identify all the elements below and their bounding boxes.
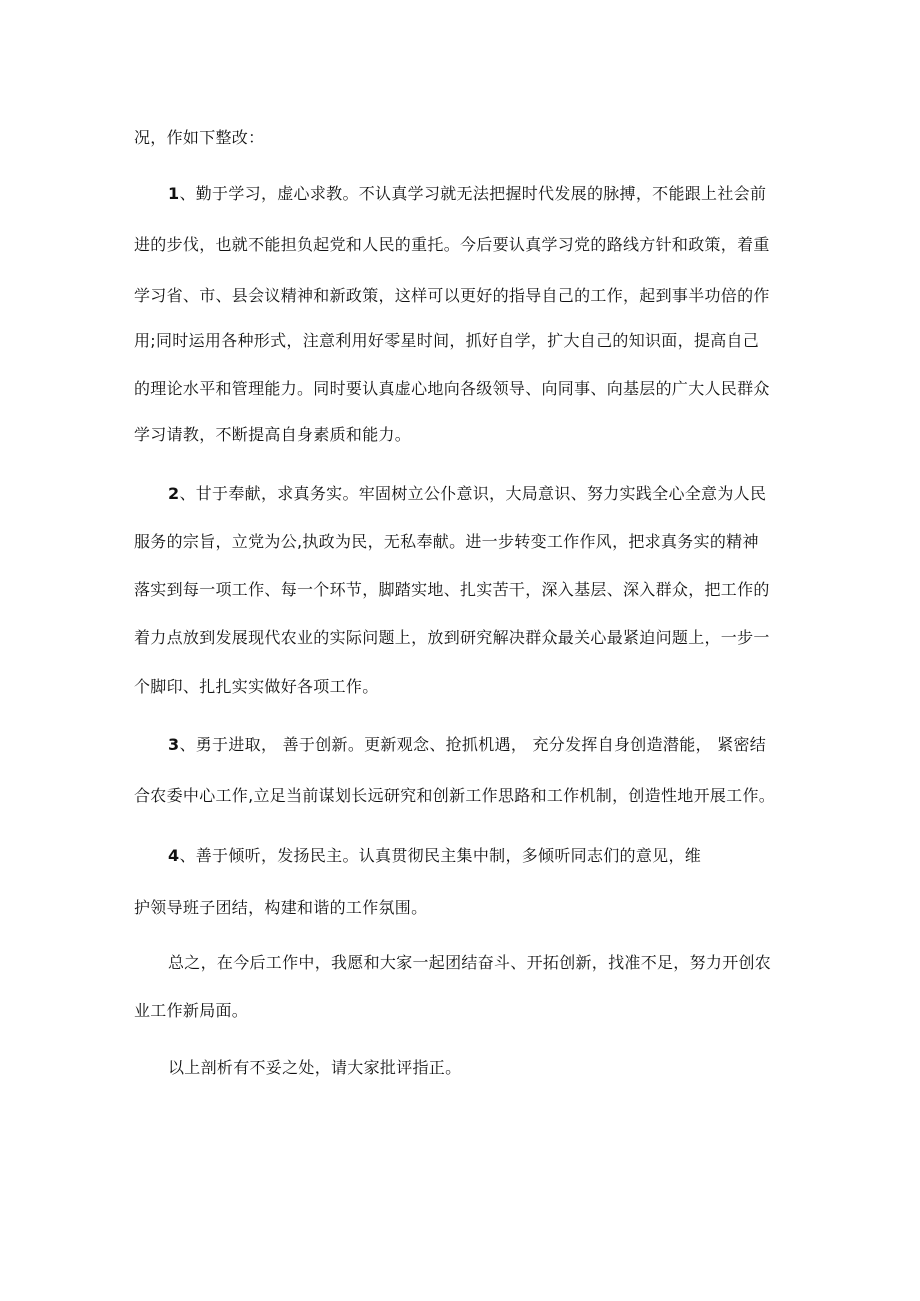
item-2-line-2: 服务的宗旨，立党为公,执政为民，无私奉献。进一步转变工作作风，把求真务实的精神 [134,532,759,551]
conclusion-line-2: 业工作新局面。 [134,1001,249,1020]
item-1-line-3: 学习省、市、县会议精神和新政策，这样可以更好的指导自己的工作，起到事半功倍的作 [134,286,770,305]
conclusion-line-1: 总之，在今后工作中，我愿和大家一起团结奋斗、开拓创新，找准不足，努力开创农 [168,953,772,972]
item-3-line-1: 3、勇于进取， 善于创新。更新观念、抢抓机遇， 充分发挥自身创造潜能， 紧密结 [168,735,767,754]
item-1-line-4: 用;同时运用各种形式，注意利用好零星时间，抓好自学，扩大自己的知识面，提高自己 [134,331,760,350]
item-4-line-1: 4、善于倾听，发扬民主。认真贯彻民主集中制，多倾听同志们的意见，维 [168,846,702,865]
item-number: 3 [168,735,180,754]
item-number: 2 [168,484,180,503]
item-1-line-2: 进的步伐，也就不能担负起党和人民的重托。今后要认真学习党的路线方针和政策，着重 [134,235,770,254]
item-1-line-6: 学习请教，不断提高自身素质和能力。 [134,425,412,444]
item-number: 4 [168,846,180,865]
item-1-line-5: 的理论水平和管理能力。同时要认真虚心地向各级领导、向同事、向基层的广大人民群众 [134,379,770,398]
intro-line: 况，作如下整改： [134,128,265,147]
closing-line: 以上剖析有不妥之处，请大家批评指正。 [168,1058,462,1077]
item-3-line-2: 合农委中心工作,立足当前谋划长远研究和创新工作思路和工作机制，创造性地开展工作。 [134,786,776,805]
item-4-line-2: 护领导班子团结，构建和谐的工作氛围。 [134,898,428,917]
item-1-line-1: 1、勤于学习，虚心求教。不认真学习就无法把握时代发展的脉搏，不能跟上社会前 [168,184,767,203]
item-2-line-5: 个脚印、扎扎实实做好各项工作。 [134,677,379,696]
item-number: 1 [168,184,180,203]
item-2-line-3: 落实到每一项工作、每一个环节，脚踏实地、扎实苦干，深入基层、深入群众，把工作的 [134,580,770,599]
item-2-line-4: 着力点放到发展现代农业的实际问题上，放到研究解决群众最关心最紧迫问题上，一步一 [134,628,770,647]
item-2-line-1: 2、甘于奉献，求真务实。牢固树立公仆意识，大局意识、努力实践全心全意为人民 [168,484,767,503]
